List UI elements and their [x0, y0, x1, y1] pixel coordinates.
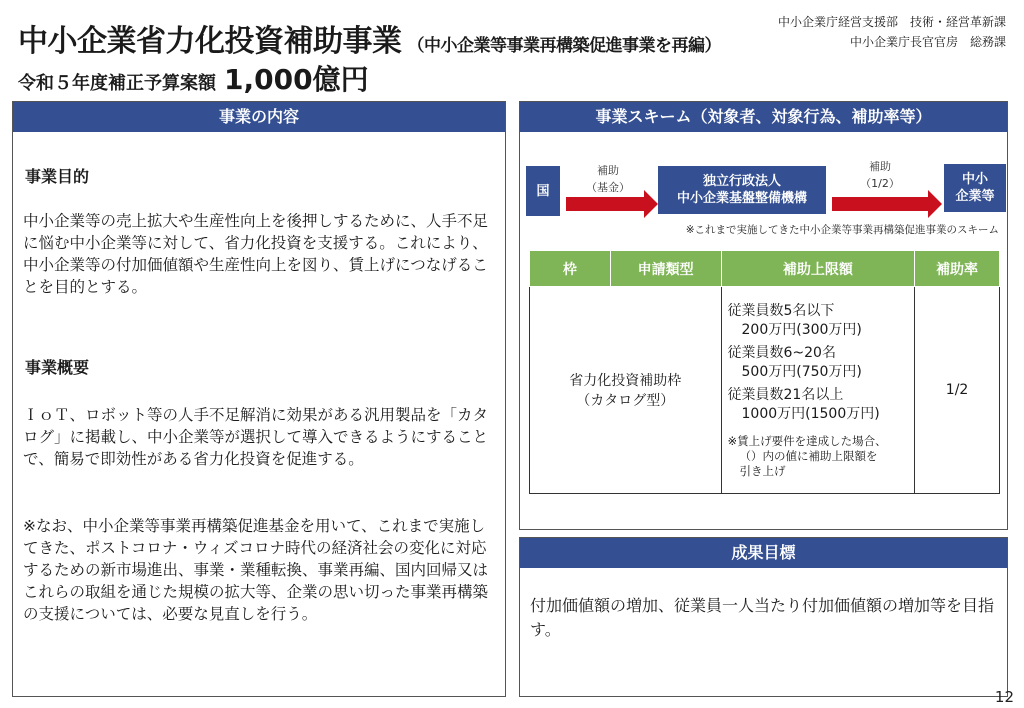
title-subtitle: （中小企業等事業再構築促進事業を再編） — [407, 36, 721, 56]
business-content-panel — [12, 101, 506, 697]
title-main: 中小企業省力化投資補助事業 — [18, 24, 402, 59]
flow-node-smrj — [658, 166, 826, 214]
department-info — [778, 12, 1006, 52]
arrow-right-icon — [832, 197, 930, 211]
tier-1 — [728, 302, 909, 340]
arrow-label-line: 補助 — [597, 164, 619, 177]
footnote-line: （）内の値に補助上限額を — [739, 448, 878, 463]
outcome-panel — [519, 537, 1008, 697]
arrow-label-line: （1/2） — [860, 177, 900, 190]
node-label: 企業等 — [955, 189, 995, 204]
col-header-type: 申請類型 — [610, 251, 721, 287]
col-header-limit: 補助上限額 — [721, 251, 915, 287]
arrow-label-line: 補助 — [869, 160, 891, 173]
node-label: 中小 — [961, 172, 988, 187]
limit-cell — [721, 287, 915, 494]
tier-label: 従業員数6~20名 — [727, 344, 836, 361]
rate-cell: 1/2 — [915, 287, 1000, 494]
node-label: 中小企業基盤整備機構 — [676, 191, 807, 206]
flow-node-sme — [944, 164, 1006, 212]
table-header-row — [530, 251, 1000, 287]
frame-type: （カタログ型） — [576, 393, 675, 409]
arrow-right-icon — [566, 197, 646, 211]
document-title — [18, 16, 721, 60]
col-header-frame: 枠 — [530, 251, 611, 287]
footnote-line: 引き上げ — [739, 463, 786, 478]
outcome-text: 付加価値額の増加、従業員一人当たり付加価値額の増加等を目指す。 — [530, 596, 995, 639]
tier-label: 従業員数5名以下 — [727, 302, 835, 319]
tier-value: 500万円(750万円) — [741, 363, 862, 380]
overview-title: 事業概要 — [25, 358, 90, 377]
flow-node-country — [526, 166, 560, 216]
budget-line — [18, 58, 369, 98]
tier-2 — [728, 344, 909, 382]
dept-line-1: 中小企業庁経営支援部 技術・経営革新課 — [777, 15, 1006, 29]
page-number: 12 — [994, 688, 1014, 706]
flow-arrow-2-label — [840, 158, 920, 192]
frame-name: 省力化投資補助枠 — [569, 373, 682, 389]
tier-label: 従業員数21名以上 — [727, 386, 844, 403]
flow-arrow-1-label — [568, 162, 648, 196]
frame-cell — [530, 287, 722, 494]
panel-heading: 成果目標 — [520, 538, 1007, 568]
node-label: 独立行政法人 — [702, 174, 781, 189]
tier-value: 200万円(300万円) — [741, 321, 862, 338]
limit-footnote — [728, 434, 909, 479]
budget-label: 令和５年度補正予算案額 — [18, 73, 216, 94]
scheme-note: ※これまで実施してきた中小企業等事業再構築促進事業のスキーム — [685, 224, 999, 236]
panel-heading: 事業の内容 — [13, 102, 505, 132]
scheme-panel — [519, 101, 1008, 530]
node-label: 国 — [536, 183, 550, 199]
subsidy-table — [529, 250, 1000, 494]
tier-3 — [728, 386, 909, 424]
tier-value: 1000万円(1500万円) — [741, 405, 880, 422]
table-row — [530, 287, 1000, 494]
arrow-label-line: （基金） — [586, 181, 630, 194]
footnote-line: ※賃上げ要件を達成した場合、 — [727, 433, 887, 448]
purpose-text: 中小企業等の売上拡大や生産性向上を後押しするために、人手不足に悩む中小企業等に対して、省力化投資を支援する。これにより、中小企業等の付加価値額や生産性向上を図り、賃上げにつなげることを目的とする。 — [23, 212, 489, 296]
col-header-rate: 補助率 — [915, 251, 1000, 287]
note-text: ※なお、中小企業等事業再構築促進基金を用いて、これまで実施してきた、ポストコロナ・ウィズコロナ時代の経済社会の変化に対応するための新市場進出、事業・業種転換、事業再編、国内回帰又はこれらの取組を通じた規模の拡大等、企業の思い切った事業再構築の支援については、必要な見直しを行う。 — [23, 517, 489, 623]
dept-line-2: 中小企業庁長官官房 総務課 — [849, 35, 1006, 49]
panel-heading: 事業スキーム（対象者、対象行為、補助率等） — [520, 102, 1007, 132]
budget-amount: 1,000億円 — [224, 63, 369, 96]
purpose-title: 事業目的 — [25, 167, 90, 186]
overview-text: ＩｏＴ、ロボット等の人手不足解消に効果がある汎用製品を「カタログ」に掲載し、中小企業等が選択して導入できるようにすることで、簡易で即効性がある省力化投資を促進する。 — [23, 406, 489, 468]
